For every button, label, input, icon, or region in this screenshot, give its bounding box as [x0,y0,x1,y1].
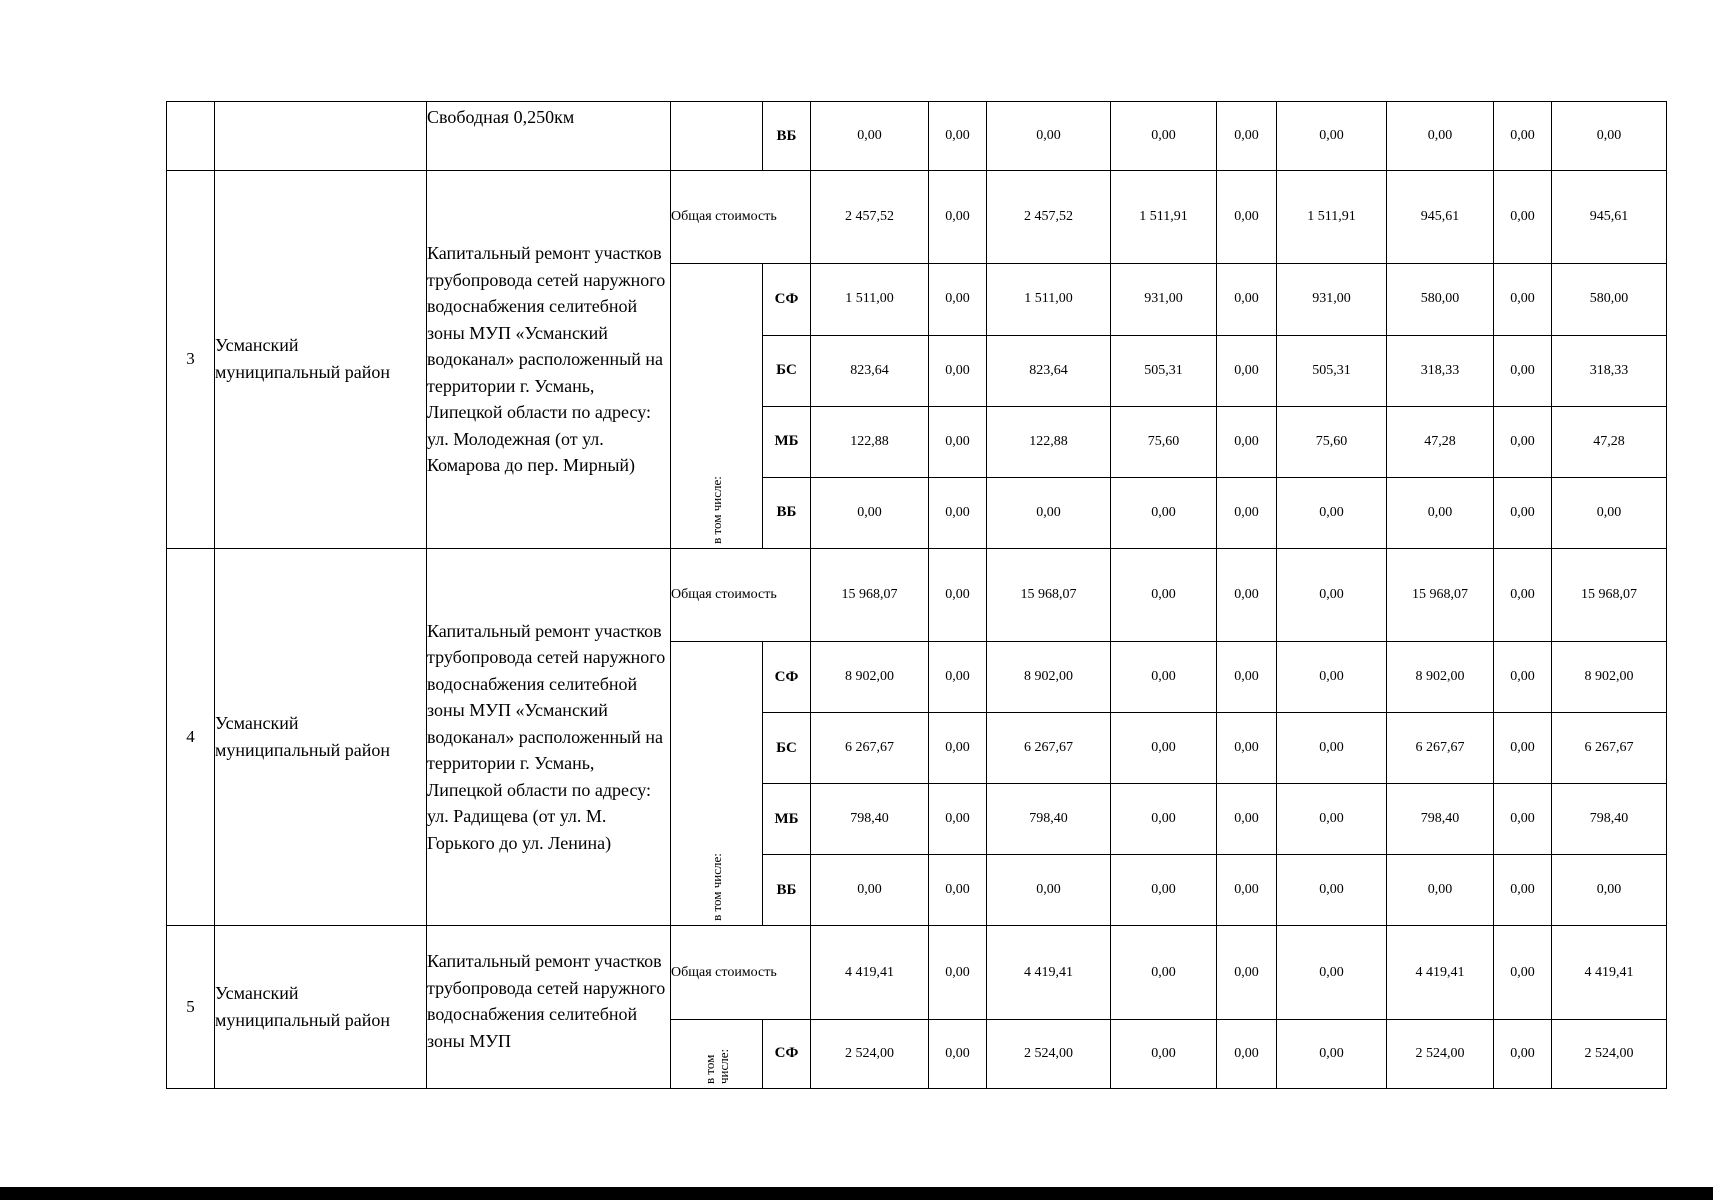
value-cell: 6 267,67 [1552,713,1667,784]
value-cell: 0,00 [1111,1019,1217,1088]
value-cell: 0,00 [929,102,987,171]
value-cell: 0,00 [1217,713,1277,784]
value-cell: 0,00 [929,855,987,926]
project-number: 3 [167,171,215,549]
value-cell: 1 511,91 [1111,171,1217,264]
value-cell: 6 267,67 [987,713,1111,784]
value-cell: 0,00 [1217,784,1277,855]
project-number: 4 [167,548,215,926]
municipality-cell: Усманский муниципальный район [215,926,427,1089]
funding-code: ВБ [763,102,811,171]
value-cell: 0,00 [811,477,929,548]
description-cell: Капитальный ремонт участков трубопровода сетей наружного водоснабжения селитебной зоны МУП [427,926,671,1089]
value-cell: 1 511,91 [1277,171,1387,264]
funding-code: ВБ [763,477,811,548]
funding-code: МБ [763,784,811,855]
value-cell: 580,00 [1552,264,1667,335]
value-cell: 823,64 [811,335,929,406]
value-cell: 4 419,41 [1387,926,1494,1019]
value-cell: 0,00 [1494,784,1552,855]
value-cell: 0,00 [1494,264,1552,335]
value-cell: 0,00 [1217,926,1277,1019]
budget-table [166,101,1667,1089]
description-cell: Капитальный ремонт участков трубопровода сетей наружного водоснабжения селитебной зоны МУП «Усманский водоканал» расположенный на территории г. Усмань, Липецкой области по адресу: ул. Радищева (от ул. М. Горького до ул. Ленина) [427,548,671,926]
value-cell: 0,00 [1217,102,1277,171]
value-cell: 8 902,00 [811,642,929,713]
value-cell: 0,00 [1494,477,1552,548]
value-cell: 0,00 [929,264,987,335]
value-cell: 15 968,07 [1552,548,1667,641]
value-cell: 2 457,52 [811,171,929,264]
value-cell: 47,28 [1552,406,1667,477]
table-row [167,102,1667,171]
table-row [167,926,1667,1019]
value-cell: 0,00 [1111,548,1217,641]
value-cell: 0,00 [987,102,1111,171]
value-cell: 945,61 [1387,171,1494,264]
value-cell: 0,00 [987,855,1111,926]
value-cell: 798,40 [1387,784,1494,855]
value-cell: 0,00 [1217,548,1277,641]
value-cell: 1 511,00 [987,264,1111,335]
value-cell: 0,00 [1217,855,1277,926]
value-cell: 0,00 [811,855,929,926]
value-cell: 0,00 [1277,713,1387,784]
value-cell: 0,00 [1111,855,1217,926]
value-cell: 6 267,67 [1387,713,1494,784]
value-cell: 0,00 [1217,1019,1277,1088]
table-body [167,102,1667,1089]
value-cell: 0,00 [929,713,987,784]
number-cell [167,102,215,171]
value-cell: 0,00 [1552,477,1667,548]
funding-code: БС [763,713,811,784]
value-cell: 47,28 [1387,406,1494,477]
municipality-cell [215,102,427,171]
value-cell: 2 457,52 [987,171,1111,264]
value-cell: 0,00 [1111,102,1217,171]
value-cell: 0,00 [1217,264,1277,335]
value-cell: 0,00 [1217,477,1277,548]
value-cell: 8 902,00 [1552,642,1667,713]
value-cell: 0,00 [1111,642,1217,713]
funding-code: ВБ [763,855,811,926]
value-cell: 0,00 [1111,926,1217,1019]
value-cell: 8 902,00 [987,642,1111,713]
municipality-cell: Усманский муниципальный район [215,171,427,549]
value-cell: 4 419,41 [811,926,929,1019]
value-cell: 0,00 [1217,171,1277,264]
total-cost-label: Общая стоимость [671,171,811,264]
table-row [167,171,1667,264]
value-cell: 122,88 [987,406,1111,477]
value-cell: 6 267,67 [811,713,929,784]
value-cell: 0,00 [1494,926,1552,1019]
value-cell: 0,00 [1494,335,1552,406]
value-cell: 580,00 [1387,264,1494,335]
value-cell: 0,00 [1277,642,1387,713]
including-label: в том числе: [701,1048,731,1084]
value-cell: 8 902,00 [1387,642,1494,713]
value-cell: 0,00 [1111,713,1217,784]
value-cell: 0,00 [811,102,929,171]
value-cell: 505,31 [1111,335,1217,406]
sub-label-cell [671,102,763,171]
value-cell: 0,00 [1111,477,1217,548]
value-cell: 318,33 [1387,335,1494,406]
value-cell: 931,00 [1277,264,1387,335]
including-cell [671,1019,763,1088]
value-cell: 2 524,00 [1387,1019,1494,1088]
total-cost-label: Общая стоимость [671,548,811,641]
funding-code: СФ [763,264,811,335]
description-cell: Капитальный ремонт участков трубопровода сетей наружного водоснабжения селитебной зоны МУП «Усманский водоканал» расположенный на территории г. Усмань, Липецкой области по адресу: ул. Молодежная (от ул. Комарова до пер. Мирный) [427,171,671,549]
value-cell: 4 419,41 [1552,926,1667,1019]
value-cell: 0,00 [929,784,987,855]
value-cell: 0,00 [1494,642,1552,713]
value-cell: 0,00 [1494,548,1552,641]
value-cell: 0,00 [1494,713,1552,784]
value-cell: 0,00 [1277,855,1387,926]
value-cell: 0,00 [1494,406,1552,477]
value-cell: 0,00 [1552,855,1667,926]
value-cell: 0,00 [1277,784,1387,855]
project-number: 5 [167,926,215,1089]
value-cell: 15 968,07 [811,548,929,641]
value-cell: 0,00 [1277,926,1387,1019]
value-cell: 505,31 [1277,335,1387,406]
value-cell: 15 968,07 [1387,548,1494,641]
including-label: в том числе: [708,475,724,544]
value-cell: 0,00 [1387,477,1494,548]
value-cell: 0,00 [1217,642,1277,713]
value-cell: 0,00 [1217,406,1277,477]
value-cell: 798,40 [987,784,1111,855]
funding-code: МБ [763,406,811,477]
value-cell: 0,00 [929,926,987,1019]
value-cell: 0,00 [1217,335,1277,406]
scan-border [0,1187,1713,1200]
including-label: в том числе: [708,853,724,922]
value-cell: 0,00 [1552,102,1667,171]
value-cell: 2 524,00 [1552,1019,1667,1088]
value-cell: 0,00 [1277,548,1387,641]
including-cell [671,264,763,548]
value-cell: 798,40 [811,784,929,855]
value-cell: 823,64 [987,335,1111,406]
value-cell: 0,00 [929,406,987,477]
value-cell: 0,00 [929,1019,987,1088]
funding-code: БС [763,335,811,406]
value-cell: 0,00 [1494,171,1552,264]
value-cell: 0,00 [1277,102,1387,171]
value-cell: 0,00 [929,642,987,713]
value-cell: 2 524,00 [811,1019,929,1088]
value-cell: 0,00 [1494,855,1552,926]
value-cell: 0,00 [1387,102,1494,171]
value-cell: 0,00 [1277,1019,1387,1088]
including-cell [671,642,763,926]
value-cell: 0,00 [929,335,987,406]
value-cell: 0,00 [987,477,1111,548]
value-cell: 1 511,00 [811,264,929,335]
value-cell: 2 524,00 [987,1019,1111,1088]
value-cell: 945,61 [1552,171,1667,264]
value-cell: 0,00 [1387,855,1494,926]
value-cell: 0,00 [929,548,987,641]
value-cell: 75,60 [1111,406,1217,477]
total-cost-label: Общая стоимость [671,926,811,1019]
value-cell: 0,00 [1277,477,1387,548]
value-cell: 0,00 [929,171,987,264]
value-cell: 798,40 [1552,784,1667,855]
value-cell: 0,00 [1494,102,1552,171]
funding-code: СФ [763,1019,811,1088]
value-cell: 318,33 [1552,335,1667,406]
municipality-cell: Усманский муниципальный район [215,548,427,926]
value-cell: 4 419,41 [987,926,1111,1019]
value-cell: 931,00 [1111,264,1217,335]
value-cell: 0,00 [929,477,987,548]
funding-code: СФ [763,642,811,713]
value-cell: 75,60 [1277,406,1387,477]
value-cell: 0,00 [1494,1019,1552,1088]
value-cell: 15 968,07 [987,548,1111,641]
value-cell: 122,88 [811,406,929,477]
table-row [167,548,1667,641]
value-cell: 0,00 [1111,784,1217,855]
description-cell: Свободная 0,250км [427,102,671,171]
